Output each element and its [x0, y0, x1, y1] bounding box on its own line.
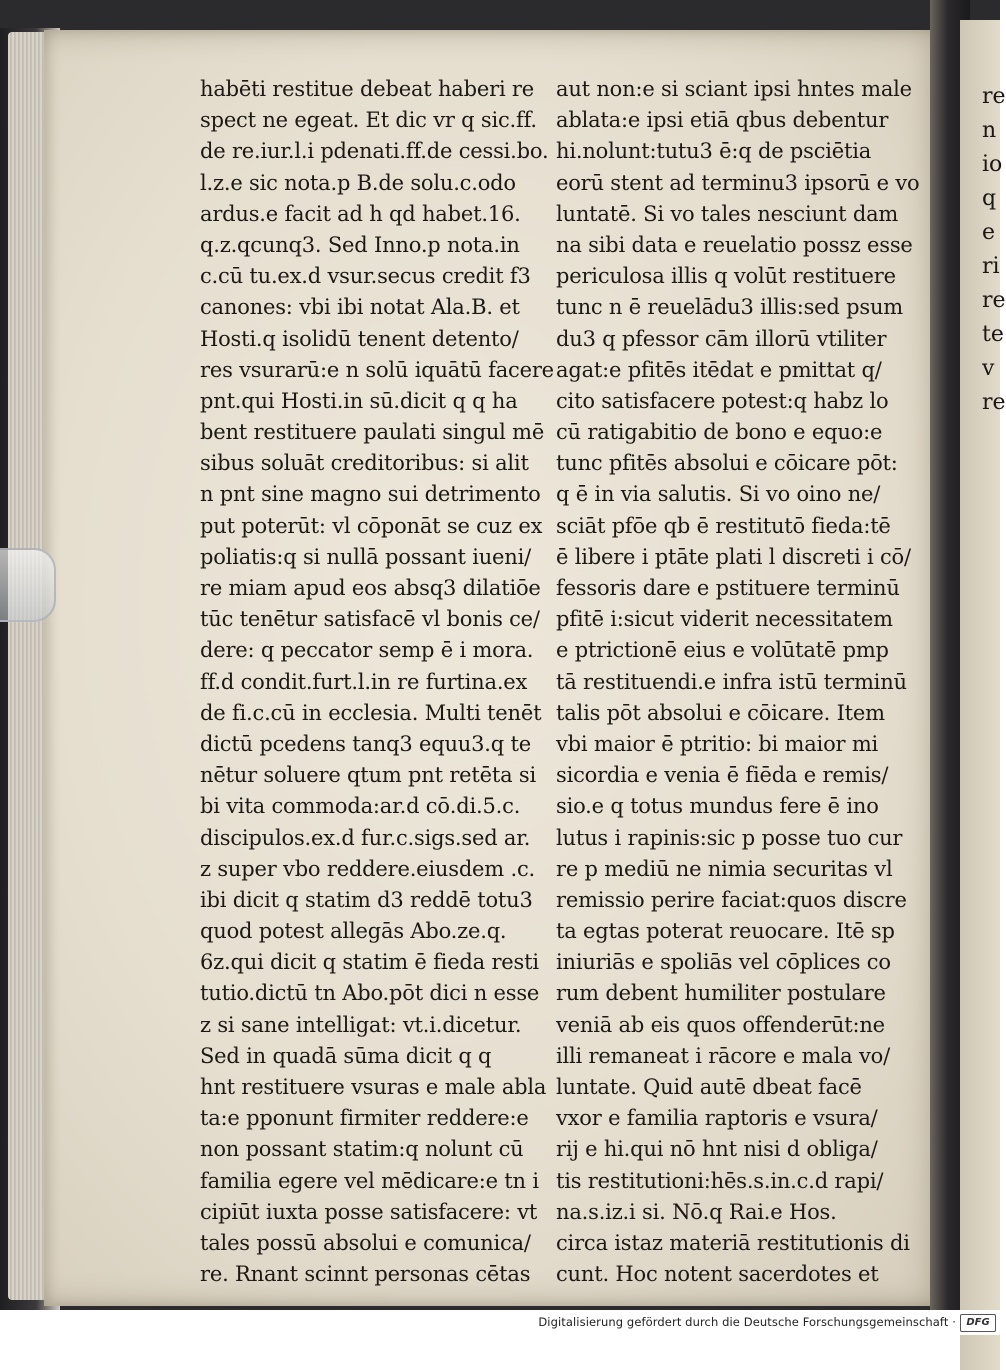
- left-text-column: [200, 74, 554, 1290]
- text-line: sciāt pfōe qb ē restitutō fieda:tē: [556, 513, 891, 538]
- text-line: ff.d condit.furt.l.in re furtina.ex: [200, 669, 528, 694]
- text-line: sicordia e venia ē fiēda e remis/: [556, 763, 889, 788]
- facing-page-fragment: re: [982, 288, 1006, 313]
- text-line: Hosti.q isolidū tenent detento/: [200, 326, 519, 351]
- text-line: ibi dicit q statim d3 reddē totu3: [200, 887, 533, 912]
- funding-note: Digitalisierung gefördert durch die Deutsche Forschungsgemeinschaft ·: [538, 1315, 956, 1329]
- text-line: rij e hi.qui nō hnt nisi d obliga/: [556, 1137, 878, 1162]
- text-line: z si sane intelligat: vt.i.dicetur.: [200, 1012, 522, 1037]
- text-line: quod potest allegās Abo.ze.q.: [200, 919, 507, 944]
- text-line: z super vbo reddere.eiusdem .c.: [200, 856, 535, 881]
- text-line: lutus i rapinis:sic p posse tuo cur: [556, 825, 903, 850]
- text-line: cū ratigabitio de bono e equo:e: [556, 420, 883, 445]
- facing-page-fragment: io: [982, 152, 1003, 177]
- text-line: dere: q peccator semp ē i mora.: [200, 638, 534, 663]
- text-line: habēti restitue debeat haberi re: [200, 77, 534, 101]
- text-line: nētur soluere qtum pnt retēta si: [200, 763, 536, 788]
- facing-page-fragment: re: [982, 84, 1006, 109]
- page-clip: [0, 548, 56, 622]
- footer-bar: [0, 1310, 1000, 1335]
- facing-page-fragment: e: [982, 220, 996, 245]
- text-line: sio.e q totus mundus fere ē ino: [556, 794, 879, 819]
- text-line: hi.nolunt:tutu3 ē:q de psciētia: [556, 139, 872, 164]
- facing-page-fragment: q: [982, 186, 997, 211]
- text-line: ardus.e facit ad h qd habet.16.: [200, 201, 521, 226]
- text-line: tales possū absolui e comunica/: [200, 1230, 531, 1255]
- text-line: bi vita commoda:ar.d cō.di.5.c.: [200, 794, 521, 819]
- text-line: c.cū tu.ex.d vsur.secus credit f3: [200, 264, 531, 289]
- dfg-logo: DFG: [960, 1314, 996, 1332]
- text-line: cunt. Hoc notent sacerdotes et: [556, 1262, 879, 1287]
- text-line: illi remaneat i rācore e mala vo/: [556, 1043, 890, 1068]
- text-line: tunc n ē reuelādu3 illis:sed psum: [556, 295, 903, 320]
- text-line: re p mediū ne nimia securitas vl: [556, 856, 893, 881]
- text-line: agat:e pfitēs itēdat e pmittat q/: [556, 357, 882, 382]
- text-line: discipulos.ex.d fur.c.sigs.sed ar.: [200, 825, 531, 850]
- text-line: circa istaz materiā restitutionis di: [556, 1230, 910, 1255]
- text-line: ta:e pponunt firmiter reddere:e: [200, 1106, 529, 1131]
- text-line: na.s.iz.i si. Nō.q Rai.e Hos.: [556, 1199, 837, 1224]
- text-line: poliatis:q si nullā possant iueni/: [200, 544, 531, 569]
- text-line: pnt.qui Hosti.in sū.dicit q q ha: [200, 388, 518, 413]
- text-line: vxor e familia raptoris e vsura/: [556, 1106, 878, 1131]
- text-line: put poterūt: vl cōponāt se cuz ex: [200, 513, 543, 538]
- text-line: tutio.dictū tn Abo.pōt dici n esse: [200, 981, 540, 1006]
- text-line: na sibi data e reuelatio possz esse: [556, 232, 913, 257]
- text-line: q.z.qcunq3. Sed Inno.p nota.in: [200, 232, 520, 257]
- text-line: luntate. Quid autē dbeat facē: [556, 1075, 862, 1099]
- text-line: res vsurarū:e n solū iquātū facere: [200, 357, 554, 382]
- text-line: tis restitutioni:hēs.s.in.c.d rapi/: [556, 1168, 884, 1193]
- text-line: l.z.e sic nota.p B.de solu.c.odo: [200, 170, 516, 195]
- text-line: 6z.qui dicit q statim ē fieda resti: [200, 950, 539, 975]
- text-line: veniā ab eis quos offenderūt:ne: [556, 1012, 885, 1037]
- text-line: rum debent humiliter postulare: [556, 981, 886, 1006]
- text-line: ablata:e ipsi etiā qbus debentur: [556, 108, 889, 133]
- text-line: familia egere vel mēdicare:e tn i: [200, 1168, 539, 1193]
- text-line: de fi.c.cū in ecclesia. Multi tenēt: [200, 700, 542, 725]
- text-line: n pnt sine magno sui detrimento: [200, 482, 541, 507]
- text-line: aut non:e si sciant ipsi hntes male: [556, 77, 912, 101]
- text-line: remissio perire faciat:quos discre: [556, 887, 907, 912]
- facing-page-fragment: n: [982, 118, 997, 143]
- facing-page-fragment: v: [982, 356, 995, 381]
- text-line: eorū stent ad terminu3 ipsorū e vo: [556, 170, 920, 195]
- text-line: tunc pfitēs absolui e cōicare pōt:: [556, 451, 898, 476]
- text-line: q ē in via salutis. Si vo oino ne/: [556, 482, 881, 507]
- text-line: bent restituere paulati singul mē: [200, 420, 545, 445]
- text-line: fessoris dare e pstituere terminū: [556, 576, 900, 600]
- text-line: hnt restituere vsuras e male abla: [200, 1075, 547, 1099]
- text-line: tūc tenētur satisfacē vl bonis ce/: [200, 607, 540, 632]
- text-line: re miam apud eos absq3 dilatiōe: [200, 576, 541, 600]
- text-line: ta egtas poterat reuocare. Itē sp: [556, 919, 895, 944]
- facing-page-fragment: re: [982, 390, 1006, 415]
- text-line: cipiūt iuxta posse satisfacere: vt: [200, 1199, 538, 1224]
- text-line: canones: vbi ibi notat Ala.B. et: [200, 295, 520, 320]
- text-line: spect ne egeat. Et dic vr q sic.ff.: [200, 108, 537, 133]
- text-line: e ptrictionē eius e volūtatē pmp: [556, 638, 889, 663]
- facing-page-fragment: te: [982, 322, 1004, 347]
- text-line: Sed in quadā sūma dicit q q: [200, 1043, 492, 1068]
- text-line: iniuriās e spoliās vel cōplices co: [556, 950, 891, 975]
- text-line: de re.iur.l.i pdenati.ff.de cessi.bo.: [200, 139, 549, 164]
- text-line: luntatē. Si vo tales nesciunt dam: [556, 201, 899, 226]
- right-text-column: [556, 74, 920, 1290]
- facing-page: [960, 20, 1006, 1370]
- text-line: periculosa illis q volūt restituere: [556, 264, 896, 289]
- text-line: dictū pcedens tanq3 equu3.q te: [200, 731, 531, 756]
- text-line: vbi maior ē ptritio: bi maior mi: [556, 731, 879, 756]
- text-line: talis pōt absolui e cōicare. Item: [556, 700, 885, 725]
- text-line: sibus soluāt creditoribus: si alit: [200, 451, 529, 476]
- text-line: du3 q pfessor cām illorū vtiliter: [556, 326, 887, 351]
- text-line: tā restituendi.e infra istū terminū: [556, 669, 907, 694]
- text-line: pfitē i:sicut viderit necessitatem: [556, 607, 893, 632]
- text-line: ē libere i ptāte plati l discreti i cō/: [556, 544, 911, 569]
- facing-page-fragment: ri: [982, 254, 1000, 279]
- text-line: re. Rnant scinnt personas cētas: [200, 1262, 531, 1287]
- text-line: non possant statim:q nolunt cū: [200, 1137, 524, 1162]
- text-line: cito satisfacere potest:q habz lo: [556, 388, 889, 413]
